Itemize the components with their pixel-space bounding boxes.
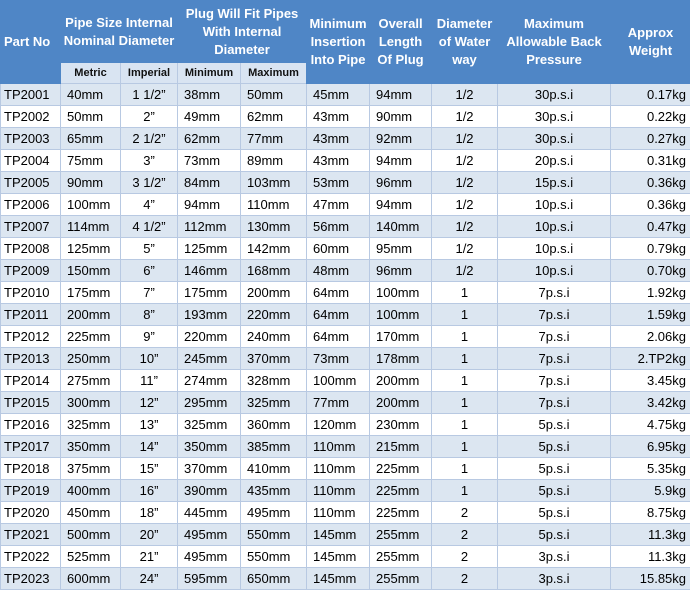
weight-cell: 5.9kg [611, 480, 690, 502]
max-diameter-cell: 370mm [241, 348, 307, 370]
table-row [1, 194, 690, 216]
part-no-cell: TP2021 [1, 524, 61, 546]
part-no-cell: TP2005 [1, 172, 61, 194]
pressure-cell: 7p.s.i [498, 326, 611, 348]
header-part-no: Part No [1, 1, 61, 84]
pressure-cell: 20p.s.i [498, 150, 611, 172]
pressure-cell: 7p.s.i [498, 348, 611, 370]
table-row [1, 568, 690, 590]
min-diameter-cell: 325mm [178, 414, 241, 436]
weight-cell: 0.22kg [611, 106, 690, 128]
imperial-cell: 12” [121, 392, 178, 414]
metric-cell: 325mm [61, 414, 121, 436]
weight-cell: 0.31kg [611, 150, 690, 172]
waterway-cell: 2 [432, 502, 498, 524]
max-diameter-cell: 650mm [241, 568, 307, 590]
insertion-cell: 45mm [307, 84, 370, 106]
metric-cell: 114mm [61, 216, 121, 238]
part-no-cell: TP2010 [1, 282, 61, 304]
insertion-cell: 48mm [307, 260, 370, 282]
length-cell: 90mm [370, 106, 432, 128]
min-diameter-cell: 94mm [178, 194, 241, 216]
insertion-cell: 43mm [307, 106, 370, 128]
insertion-cell: 64mm [307, 304, 370, 326]
imperial-cell: 1 1/2” [121, 84, 178, 106]
min-diameter-cell: 445mm [178, 502, 241, 524]
length-cell: 255mm [370, 524, 432, 546]
weight-cell: 0.17kg [611, 84, 690, 106]
max-diameter-cell: 220mm [241, 304, 307, 326]
waterway-cell: 1/2 [432, 194, 498, 216]
min-diameter-cell: 350mm [178, 436, 241, 458]
insertion-cell: 110mm [307, 436, 370, 458]
weight-cell: 15.85kg [611, 568, 690, 590]
part-no-cell: TP2019 [1, 480, 61, 502]
imperial-cell: 21” [121, 546, 178, 568]
length-cell: 94mm [370, 194, 432, 216]
imperial-cell: 3” [121, 150, 178, 172]
waterway-cell: 2 [432, 524, 498, 546]
table-row [1, 370, 690, 392]
length-cell: 225mm [370, 480, 432, 502]
waterway-cell: 2 [432, 546, 498, 568]
imperial-cell: 18” [121, 502, 178, 524]
subheader-imperial: Imperial [121, 63, 178, 84]
insertion-cell: 64mm [307, 326, 370, 348]
weight-cell: 8.75kg [611, 502, 690, 524]
max-diameter-cell: 325mm [241, 392, 307, 414]
weight-cell: 0.27kg [611, 128, 690, 150]
length-cell: 170mm [370, 326, 432, 348]
min-diameter-cell: 595mm [178, 568, 241, 590]
length-cell: 178mm [370, 348, 432, 370]
part-no-cell: TP2015 [1, 392, 61, 414]
pressure-cell: 15p.s.i [498, 172, 611, 194]
metric-cell: 100mm [61, 194, 121, 216]
weight-cell: 6.95kg [611, 436, 690, 458]
insertion-cell: 110mm [307, 458, 370, 480]
min-diameter-cell: 84mm [178, 172, 241, 194]
min-diameter-cell: 62mm [178, 128, 241, 150]
insertion-cell: 145mm [307, 568, 370, 590]
part-no-cell: TP2011 [1, 304, 61, 326]
part-no-cell: TP2014 [1, 370, 61, 392]
waterway-cell: 1 [432, 370, 498, 392]
pressure-cell: 30p.s.i [498, 84, 611, 106]
metric-cell: 225mm [61, 326, 121, 348]
min-diameter-cell: 274mm [178, 370, 241, 392]
max-diameter-cell: 360mm [241, 414, 307, 436]
table-row [1, 326, 690, 348]
waterway-cell: 1 [432, 282, 498, 304]
metric-cell: 450mm [61, 502, 121, 524]
max-diameter-cell: 89mm [241, 150, 307, 172]
pressure-cell: 5p.s.i [498, 524, 611, 546]
insertion-cell: 47mm [307, 194, 370, 216]
weight-cell: 1.92kg [611, 282, 690, 304]
min-diameter-cell: 245mm [178, 348, 241, 370]
waterway-cell: 1/2 [432, 128, 498, 150]
imperial-cell: 2” [121, 106, 178, 128]
min-diameter-cell: 146mm [178, 260, 241, 282]
table-row [1, 348, 690, 370]
max-diameter-cell: 328mm [241, 370, 307, 392]
header-pipe-size: Pipe Size Internal Nominal Diameter [61, 1, 178, 63]
waterway-cell: 1/2 [432, 216, 498, 238]
min-diameter-cell: 49mm [178, 106, 241, 128]
imperial-cell: 11” [121, 370, 178, 392]
metric-cell: 50mm [61, 106, 121, 128]
pressure-cell: 10p.s.i [498, 260, 611, 282]
waterway-cell: 1/2 [432, 260, 498, 282]
part-no-cell: TP2001 [1, 84, 61, 106]
table-row [1, 524, 690, 546]
max-diameter-cell: 50mm [241, 84, 307, 106]
waterway-cell: 1/2 [432, 172, 498, 194]
pressure-cell: 7p.s.i [498, 304, 611, 326]
max-diameter-cell: 240mm [241, 326, 307, 348]
min-diameter-cell: 495mm [178, 524, 241, 546]
part-no-cell: TP2013 [1, 348, 61, 370]
max-diameter-cell: 168mm [241, 260, 307, 282]
max-diameter-cell: 62mm [241, 106, 307, 128]
part-no-cell: TP2020 [1, 502, 61, 524]
header-overall-length: Overall Length Of Plug [370, 1, 432, 84]
imperial-cell: 14” [121, 436, 178, 458]
insertion-cell: 110mm [307, 502, 370, 524]
part-no-cell: TP2018 [1, 458, 61, 480]
table-row [1, 172, 690, 194]
weight-cell: 3.42kg [611, 392, 690, 414]
table-row [1, 392, 690, 414]
weight-cell: 2.TP2kg [611, 348, 690, 370]
metric-cell: 500mm [61, 524, 121, 546]
waterway-cell: 1 [432, 480, 498, 502]
length-cell: 230mm [370, 414, 432, 436]
header-diameter-waterway: Diameter of Water way [432, 1, 498, 84]
imperial-cell: 8” [121, 304, 178, 326]
insertion-cell: 145mm [307, 524, 370, 546]
waterway-cell: 1/2 [432, 106, 498, 128]
header-max-back-pressure: Maximum Allowable Back Pressure [498, 1, 611, 84]
part-no-cell: TP2004 [1, 150, 61, 172]
weight-cell: 1.59kg [611, 304, 690, 326]
waterway-cell: 1/2 [432, 238, 498, 260]
length-cell: 95mm [370, 238, 432, 260]
min-diameter-cell: 38mm [178, 84, 241, 106]
min-diameter-cell: 220mm [178, 326, 241, 348]
max-diameter-cell: 110mm [241, 194, 307, 216]
imperial-cell: 7” [121, 282, 178, 304]
imperial-cell: 2 1/2” [121, 128, 178, 150]
waterway-cell: 1 [432, 304, 498, 326]
pressure-cell: 7p.s.i [498, 392, 611, 414]
table-row [1, 414, 690, 436]
imperial-cell: 9” [121, 326, 178, 348]
table-header [1, 1, 690, 84]
part-no-cell: TP2012 [1, 326, 61, 348]
min-diameter-cell: 193mm [178, 304, 241, 326]
table-row [1, 480, 690, 502]
metric-cell: 350mm [61, 436, 121, 458]
pressure-cell: 7p.s.i [498, 282, 611, 304]
metric-cell: 250mm [61, 348, 121, 370]
part-no-cell: TP2003 [1, 128, 61, 150]
part-no-cell: TP2017 [1, 436, 61, 458]
waterway-cell: 1 [432, 348, 498, 370]
max-diameter-cell: 495mm [241, 502, 307, 524]
min-diameter-cell: 495mm [178, 546, 241, 568]
insertion-cell: 56mm [307, 216, 370, 238]
insertion-cell: 43mm [307, 150, 370, 172]
length-cell: 96mm [370, 172, 432, 194]
imperial-cell: 10” [121, 348, 178, 370]
insertion-cell: 60mm [307, 238, 370, 260]
insertion-cell: 145mm [307, 546, 370, 568]
imperial-cell: 3 1/2” [121, 172, 178, 194]
table-row [1, 84, 690, 106]
imperial-cell: 6” [121, 260, 178, 282]
metric-cell: 125mm [61, 238, 121, 260]
imperial-cell: 4” [121, 194, 178, 216]
waterway-cell: 2 [432, 568, 498, 590]
length-cell: 225mm [370, 458, 432, 480]
subheader-metric: Metric [61, 63, 121, 84]
waterway-cell: 1 [432, 458, 498, 480]
metric-cell: 200mm [61, 304, 121, 326]
max-diameter-cell: 200mm [241, 282, 307, 304]
max-diameter-cell: 550mm [241, 524, 307, 546]
length-cell: 96mm [370, 260, 432, 282]
max-diameter-cell: 410mm [241, 458, 307, 480]
header-plug-fit: Plug Will Fit Pipes With Internal Diameter [178, 1, 307, 63]
max-diameter-cell: 435mm [241, 480, 307, 502]
weight-cell: 11.3kg [611, 524, 690, 546]
length-cell: 92mm [370, 128, 432, 150]
weight-cell: 0.36kg [611, 194, 690, 216]
table-row [1, 546, 690, 568]
metric-cell: 275mm [61, 370, 121, 392]
imperial-cell: 4 1/2” [121, 216, 178, 238]
length-cell: 255mm [370, 546, 432, 568]
pressure-cell: 30p.s.i [498, 128, 611, 150]
table-row [1, 128, 690, 150]
metric-cell: 175mm [61, 282, 121, 304]
pressure-cell: 5p.s.i [498, 458, 611, 480]
pressure-cell: 5p.s.i [498, 414, 611, 436]
weight-cell: 2.06kg [611, 326, 690, 348]
pressure-cell: 10p.s.i [498, 194, 611, 216]
subheader-minimum: Minimum [178, 63, 241, 84]
part-no-cell: TP2008 [1, 238, 61, 260]
table-row [1, 238, 690, 260]
imperial-cell: 13” [121, 414, 178, 436]
weight-cell: 0.47kg [611, 216, 690, 238]
min-diameter-cell: 125mm [178, 238, 241, 260]
metric-cell: 400mm [61, 480, 121, 502]
weight-cell: 5.35kg [611, 458, 690, 480]
metric-cell: 40mm [61, 84, 121, 106]
min-diameter-cell: 295mm [178, 392, 241, 414]
pressure-cell: 30p.s.i [498, 106, 611, 128]
metric-cell: 65mm [61, 128, 121, 150]
max-diameter-cell: 103mm [241, 172, 307, 194]
pressure-cell: 3p.s.i [498, 546, 611, 568]
part-no-cell: TP2007 [1, 216, 61, 238]
table-row [1, 216, 690, 238]
insertion-cell: 43mm [307, 128, 370, 150]
header-min-insertion: Minimum Insertion Into Pipe [307, 1, 370, 84]
length-cell: 255mm [370, 568, 432, 590]
part-no-cell: TP2002 [1, 106, 61, 128]
length-cell: 94mm [370, 84, 432, 106]
length-cell: 140mm [370, 216, 432, 238]
pressure-cell: 5p.s.i [498, 502, 611, 524]
metric-cell: 75mm [61, 150, 121, 172]
length-cell: 200mm [370, 370, 432, 392]
insertion-cell: 110mm [307, 480, 370, 502]
table-row [1, 304, 690, 326]
weight-cell: 0.79kg [611, 238, 690, 260]
length-cell: 94mm [370, 150, 432, 172]
weight-cell: 0.70kg [611, 260, 690, 282]
waterway-cell: 1 [432, 436, 498, 458]
insertion-cell: 53mm [307, 172, 370, 194]
weight-cell: 3.45kg [611, 370, 690, 392]
pressure-cell: 10p.s.i [498, 238, 611, 260]
insertion-cell: 100mm [307, 370, 370, 392]
table-row [1, 106, 690, 128]
waterway-cell: 1/2 [432, 150, 498, 172]
length-cell: 100mm [370, 304, 432, 326]
imperial-cell: 16” [121, 480, 178, 502]
waterway-cell: 1/2 [432, 84, 498, 106]
min-diameter-cell: 112mm [178, 216, 241, 238]
length-cell: 215mm [370, 436, 432, 458]
table-row [1, 436, 690, 458]
part-no-cell: TP2006 [1, 194, 61, 216]
insertion-cell: 64mm [307, 282, 370, 304]
metric-cell: 300mm [61, 392, 121, 414]
metric-cell: 525mm [61, 546, 121, 568]
subheader-maximum: Maximum [241, 63, 307, 84]
table-row [1, 150, 690, 172]
weight-cell: 0.36kg [611, 172, 690, 194]
imperial-cell: 5” [121, 238, 178, 260]
min-diameter-cell: 370mm [178, 458, 241, 480]
pressure-cell: 10p.s.i [498, 216, 611, 238]
table-row [1, 458, 690, 480]
metric-cell: 90mm [61, 172, 121, 194]
waterway-cell: 1 [432, 414, 498, 436]
pressure-cell: 5p.s.i [498, 436, 611, 458]
min-diameter-cell: 175mm [178, 282, 241, 304]
insertion-cell: 77mm [307, 392, 370, 414]
max-diameter-cell: 142mm [241, 238, 307, 260]
part-no-cell: TP2016 [1, 414, 61, 436]
part-no-cell: TP2023 [1, 568, 61, 590]
max-diameter-cell: 550mm [241, 546, 307, 568]
max-diameter-cell: 385mm [241, 436, 307, 458]
imperial-cell: 15” [121, 458, 178, 480]
imperial-cell: 24” [121, 568, 178, 590]
waterway-cell: 1 [432, 326, 498, 348]
metric-cell: 375mm [61, 458, 121, 480]
metric-cell: 150mm [61, 260, 121, 282]
pressure-cell: 5p.s.i [498, 480, 611, 502]
table-row [1, 282, 690, 304]
insertion-cell: 73mm [307, 348, 370, 370]
part-no-cell: TP2009 [1, 260, 61, 282]
part-no-cell: TP2022 [1, 546, 61, 568]
length-cell: 200mm [370, 392, 432, 414]
metric-cell: 600mm [61, 568, 121, 590]
max-diameter-cell: 130mm [241, 216, 307, 238]
imperial-cell: 20” [121, 524, 178, 546]
min-diameter-cell: 390mm [178, 480, 241, 502]
weight-cell: 4.75kg [611, 414, 690, 436]
header-approx-weight: Approx Weight [611, 1, 690, 84]
insertion-cell: 120mm [307, 414, 370, 436]
min-diameter-cell: 73mm [178, 150, 241, 172]
table-row [1, 502, 690, 524]
weight-cell: 11.3kg [611, 546, 690, 568]
length-cell: 100mm [370, 282, 432, 304]
waterway-cell: 1 [432, 392, 498, 414]
table-row [1, 260, 690, 282]
pressure-cell: 7p.s.i [498, 370, 611, 392]
pressure-cell: 3p.s.i [498, 568, 611, 590]
table-body [1, 84, 690, 590]
max-diameter-cell: 77mm [241, 128, 307, 150]
length-cell: 225mm [370, 502, 432, 524]
